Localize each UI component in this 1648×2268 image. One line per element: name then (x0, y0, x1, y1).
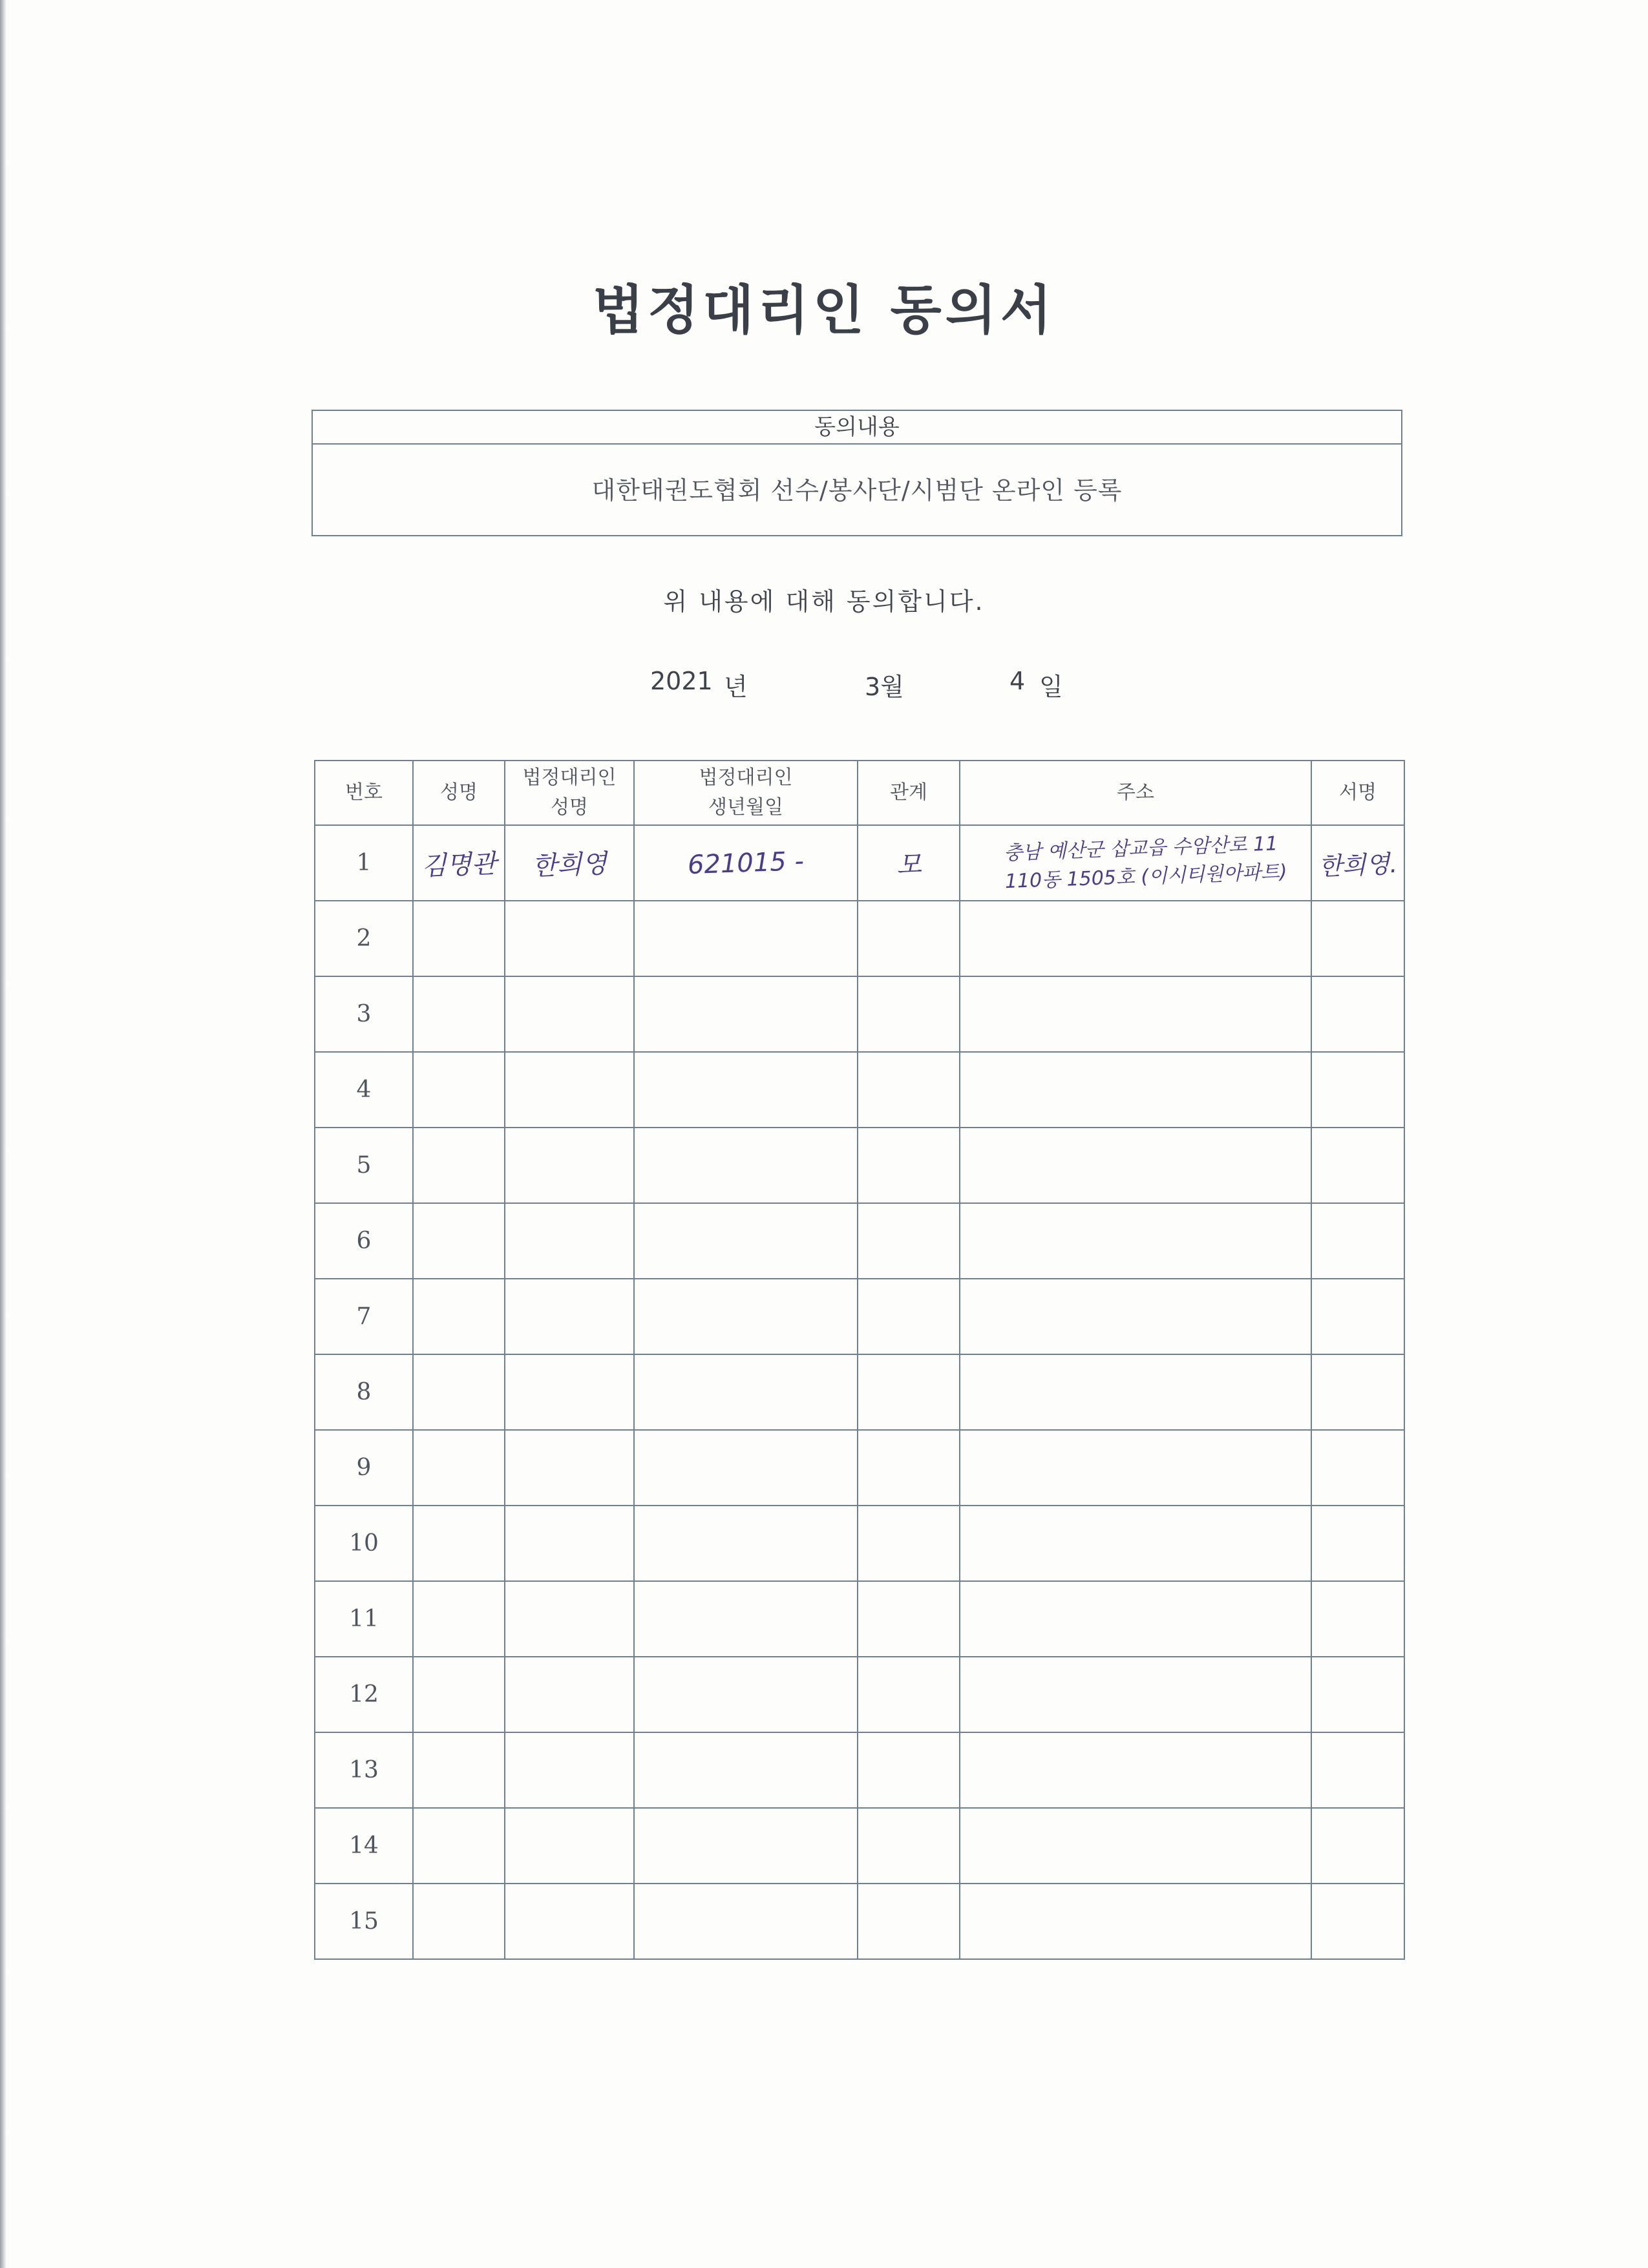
row-number: 15 (315, 1884, 413, 1959)
row-number: 9 (315, 1430, 413, 1506)
table-row (315, 1354, 1404, 1430)
row-number: 8 (315, 1354, 413, 1430)
address-line2: 110동 1505호 (이시티원아파트) (1004, 860, 1287, 893)
consent-content-box (312, 410, 1402, 536)
relation-handwritten: 모 (896, 850, 922, 881)
table-row (315, 976, 1404, 1052)
header-guardian-name-line2: 성명 (551, 796, 588, 819)
table-row (315, 1884, 1404, 1959)
table-row (315, 1657, 1404, 1732)
date-year-unit: 년 (724, 673, 748, 701)
header-signature: 서명 (1311, 761, 1404, 825)
table-row (315, 1128, 1404, 1203)
table-row (315, 1279, 1404, 1354)
header-guardian-birth (634, 761, 858, 825)
row-number: 4 (315, 1052, 413, 1128)
row-number: 2 (315, 901, 413, 976)
guardian-birth-cell (634, 825, 858, 901)
document-title: 법정대리인 동의서 (592, 280, 1056, 341)
row-number: 1 (315, 825, 413, 901)
guardian-birth-handwritten: 621015 - (687, 846, 805, 880)
guardian-name-cell (505, 825, 634, 901)
table-row (315, 1581, 1404, 1657)
header-no: 번호 (315, 761, 413, 825)
table-row (315, 1506, 1404, 1581)
table-row (315, 1430, 1404, 1506)
header-relation: 관계 (858, 761, 960, 825)
header-name: 성명 (413, 761, 505, 825)
header-address: 주소 (960, 761, 1311, 825)
student-name-handwritten: 김명관 (421, 848, 497, 882)
row-number: 7 (315, 1279, 413, 1354)
table-row (315, 1808, 1404, 1884)
date-day: 4 (1009, 667, 1026, 695)
header-guardian-name (505, 761, 634, 825)
row-number: 10 (315, 1506, 413, 1581)
student-name-cell (413, 825, 505, 901)
row-number: 5 (315, 1128, 413, 1203)
table-row (315, 1732, 1404, 1808)
consent-header: 동의내용 (313, 411, 1401, 445)
header-guardian-birth-line2: 생년월일 (708, 796, 783, 819)
consent-body: 대한태권도협회 선수/봉사단/시범단 온라인 등록 (591, 476, 1123, 505)
address-cell (960, 825, 1311, 901)
agreement-statement: 위 내용에 대해 동의합니다. (663, 587, 985, 616)
signature-handwritten: 한희영. (1318, 849, 1398, 881)
address-handwritten (984, 829, 1287, 896)
row-number: 11 (315, 1581, 413, 1657)
table-row (315, 825, 1404, 901)
row-number: 6 (315, 1203, 413, 1279)
row-number: 3 (315, 976, 413, 1052)
header-guardian-name-line1: 법정대리인 (522, 766, 617, 789)
date-month: 3월 (865, 673, 904, 701)
table-row (315, 1052, 1404, 1128)
date-year: 2021 (650, 667, 713, 695)
relation-cell (858, 825, 960, 901)
date-day-unit: 일 (1039, 673, 1063, 701)
row-number: 13 (315, 1732, 413, 1808)
row-number: 14 (315, 1808, 413, 1884)
table-row (315, 901, 1404, 976)
row-number: 12 (315, 1657, 413, 1732)
signature-cell (1311, 825, 1404, 901)
registration-table (314, 760, 1405, 1960)
address-line1: 충남 예산군 삽교읍 수암산로 11 (1003, 832, 1278, 865)
header-guardian-birth-line1: 법정대리인 (699, 766, 793, 789)
guardian-name-handwritten: 한희영 (531, 848, 607, 882)
table-row (315, 1203, 1404, 1279)
table-header-row (315, 761, 1404, 825)
